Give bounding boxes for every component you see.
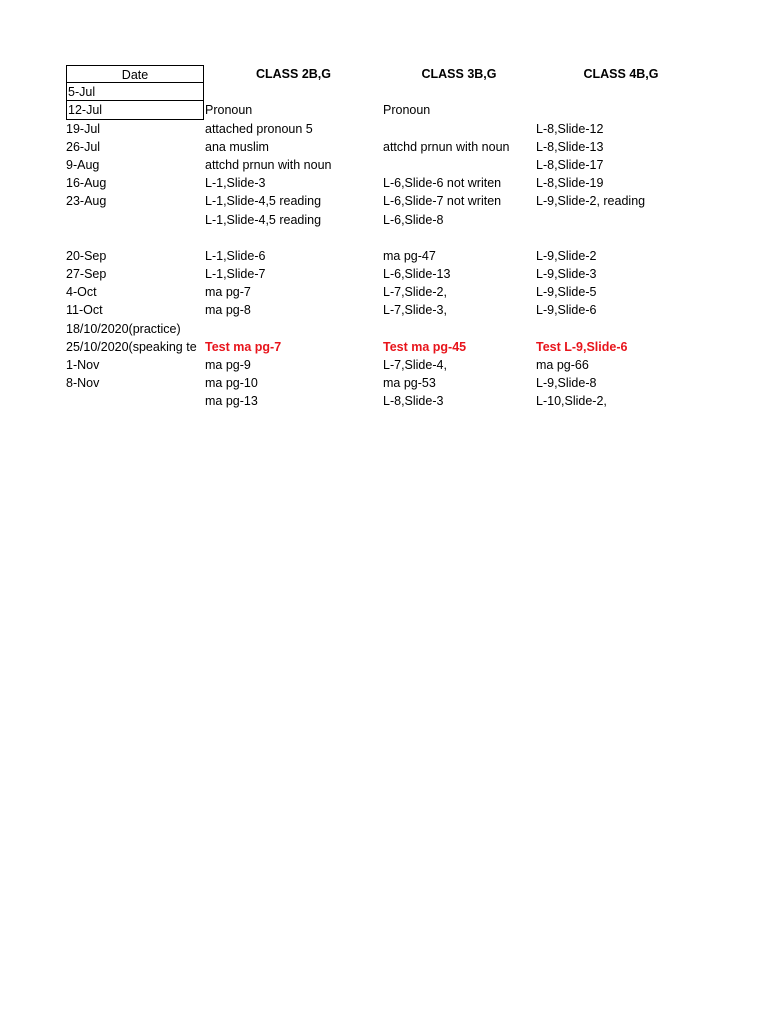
date-cell[interactable]: 23-Aug (66, 192, 204, 210)
class-3-header[interactable]: CLASS 3B,G (421, 67, 497, 81)
class-4-cell[interactable]: L-9,Slide-6 (536, 303, 597, 318)
class-3-cell[interactable]: ma pg-47 (383, 248, 436, 263)
class-4-cell[interactable]: L-9,Slide-5 (536, 285, 597, 300)
class-2-cell[interactable]: attached pronoun 5 (205, 121, 313, 136)
class-3-cell[interactable]: Pronoun (383, 103, 431, 118)
date-cell[interactable]: 12-Jul (66, 101, 204, 119)
class-3-cell[interactable]: L-7,Slide-4, (383, 358, 447, 372)
class-3-cell[interactable] (383, 83, 535, 101)
table-row (66, 211, 706, 229)
table-row (66, 174, 706, 192)
date-cell[interactable]: 26-Jul (66, 138, 204, 156)
date-header[interactable]: Date (66, 65, 204, 83)
table-row (66, 283, 706, 301)
class-4-cell[interactable]: L-8,Slide-12 (536, 121, 604, 136)
table-row (66, 356, 706, 374)
class-2-cell[interactable]: L-1,Slide-3 (205, 176, 266, 191)
class-4-cell[interactable] (536, 211, 706, 229)
date-cell[interactable]: 11-Oct (66, 301, 204, 319)
date-cell[interactable]: 19-Jul (66, 120, 204, 138)
date-cell[interactable]: 9-Aug (66, 156, 204, 174)
date-cell[interactable]: 5-Jul (66, 83, 204, 101)
table-row (66, 229, 706, 247)
test-cell[interactable]: Test ma pg-7 (205, 339, 282, 354)
class-3-cell[interactable]: L-6,Slide-13 (383, 267, 451, 282)
class-2-cell[interactable] (205, 320, 382, 338)
class-3-cell[interactable]: attchd prnun with noun (383, 139, 510, 154)
class-4-cell[interactable] (536, 320, 706, 338)
class-2-cell[interactable]: L-1,Slide-7 (205, 267, 266, 282)
table-row (66, 120, 706, 138)
class-2-cell[interactable] (205, 229, 382, 247)
class-2-cell[interactable]: Pronoun (205, 103, 253, 118)
class-3-cell[interactable]: L-6,Slide-7 not writen (383, 194, 502, 209)
class-3-cell[interactable]: L-8,Slide-3 (383, 394, 444, 409)
class-2-cell[interactable]: L-1,Slide-6 (205, 248, 266, 263)
class-4-cell[interactable] (536, 83, 706, 101)
class-3-cell[interactable] (383, 156, 535, 174)
table-row (66, 83, 706, 101)
date-cell[interactable]: 18/10/2020(practice) (66, 320, 204, 338)
class-2-cell[interactable]: L-1,Slide-4,5 reading (205, 212, 322, 227)
class-3-cell[interactable]: L-6,Slide-6 not writen (383, 176, 502, 191)
date-cell[interactable]: 16-Aug (66, 174, 204, 192)
table-row (66, 247, 706, 265)
class-2-cell[interactable]: ma pg-8 (205, 303, 251, 318)
class-4-cell[interactable]: L-10,Slide-2, (536, 394, 607, 409)
table-row (66, 392, 706, 410)
class-4-cell[interactable]: L-8,Slide-17 (536, 157, 604, 172)
class-4-cell[interactable]: L-8,Slide-19 (536, 176, 604, 191)
date-cell[interactable] (66, 211, 204, 229)
date-cell[interactable]: 27-Sep (66, 265, 204, 283)
table-row (66, 192, 706, 210)
test-cell[interactable]: Test L-9,Slide-6 (536, 339, 628, 354)
table-row (66, 320, 706, 338)
date-cell[interactable]: 20-Sep (66, 247, 204, 265)
class-3-cell[interactable]: L-7,Slide-3, (383, 303, 447, 318)
class-4-cell[interactable]: ma pg-66 (536, 358, 589, 372)
table-row (66, 138, 706, 156)
class-4-header[interactable]: CLASS 4B,G (583, 67, 659, 81)
class-3-cell[interactable] (383, 120, 535, 138)
class-4-cell[interactable]: L-9,Slide-8 (536, 376, 597, 391)
class-4-cell[interactable] (536, 229, 706, 247)
class-4-cell[interactable]: L-9,Slide-2, reading (536, 194, 646, 209)
class-2-cell[interactable]: ma pg-13 (205, 394, 258, 409)
class-3-cell[interactable]: L-6,Slide-8 (383, 212, 444, 227)
date-cell[interactable]: 1-Nov (66, 356, 204, 374)
date-cell[interactable] (66, 229, 204, 247)
class-4-cell[interactable]: L-9,Slide-2 (536, 248, 597, 263)
class-2-cell[interactable]: ana muslim (205, 139, 269, 154)
header-row (66, 65, 706, 83)
table-row (66, 374, 706, 392)
class-2-cell[interactable]: ma pg-7 (205, 285, 251, 300)
table-row (66, 101, 706, 119)
date-cell[interactable]: 25/10/2020(speaking te (66, 338, 204, 356)
class-3-cell[interactable] (383, 320, 535, 338)
class-3-cell[interactable]: ma pg-53 (383, 376, 436, 391)
date-cell[interactable] (66, 392, 204, 410)
class-2-cell[interactable]: attchd prnun with noun (205, 157, 332, 172)
class-2-cell[interactable]: ma pg-10 (205, 376, 258, 391)
class-3-cell[interactable] (383, 229, 535, 247)
class-4-cell[interactable]: L-9,Slide-3 (536, 267, 597, 282)
table-row (66, 301, 706, 319)
table-row (66, 265, 706, 283)
class-2-cell[interactable] (205, 83, 382, 101)
class-2-cell[interactable]: ma pg-9 (205, 358, 251, 372)
class-4-cell[interactable]: L-8,Slide-13 (536, 139, 604, 154)
test-cell[interactable]: Test ma pg-45 (383, 339, 467, 354)
date-cell[interactable]: 8-Nov (66, 374, 204, 392)
class-4-cell[interactable] (536, 101, 706, 119)
class-2-cell[interactable]: L-1,Slide-4,5 reading (205, 194, 322, 209)
table-row (66, 156, 706, 174)
class-3-cell[interactable]: L-7,Slide-2, (383, 285, 447, 300)
date-cell[interactable]: 4-Oct (66, 283, 204, 301)
table-row (66, 338, 706, 356)
schedule-sheet (66, 65, 706, 411)
class-2-header[interactable]: CLASS 2B,G (255, 67, 331, 81)
